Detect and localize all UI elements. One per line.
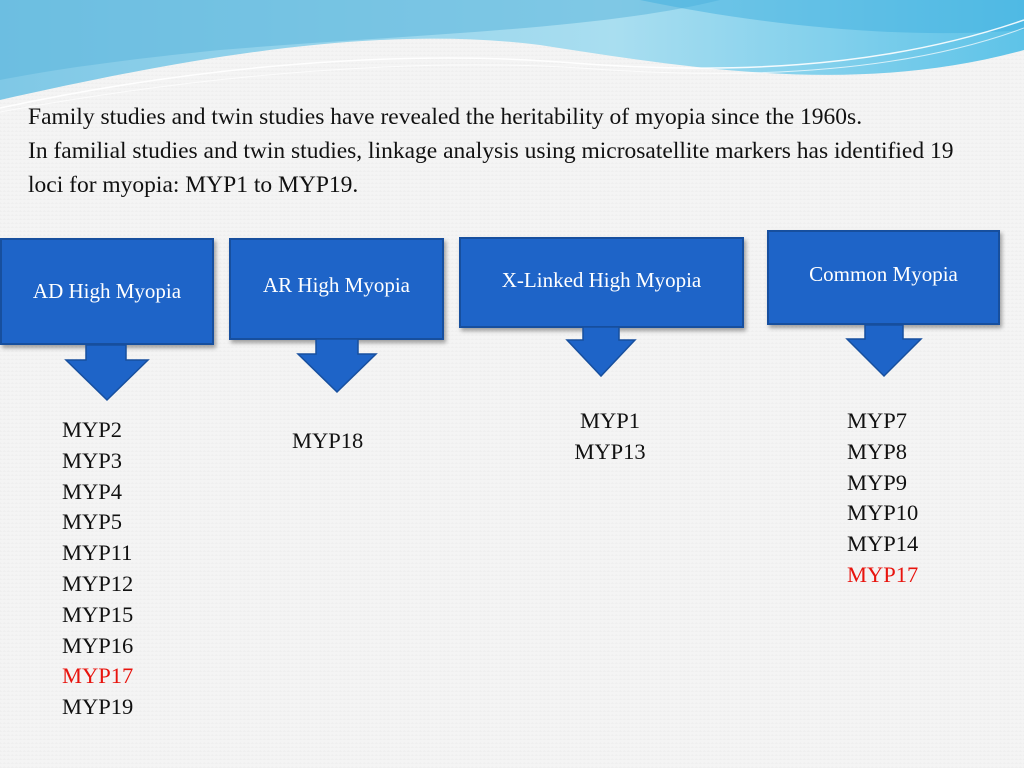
locus-item: MYP5 (62, 509, 123, 535)
intro-line-2: In familial studies and twin studies, linkage analysis using microsatellite markers has identified 19 loci for myopia: MYP1 to MYP19. (28, 138, 954, 198)
locus-item: MYP17 (62, 663, 134, 689)
category-box-ad (0, 238, 214, 345)
locus-item: MYP10 (847, 500, 919, 526)
category-label-ar: AR High Myopia (263, 272, 410, 297)
loci-list-xlinked (560, 406, 660, 468)
locus-item: MYP8 (847, 438, 908, 464)
down-arrow-icon-ad (64, 344, 150, 402)
locus-item: MYP13 (574, 438, 646, 464)
locus-item: MYP4 (62, 478, 123, 504)
locus-item: MYP18 (292, 428, 364, 453)
locus-item: MYP12 (62, 570, 134, 596)
category-box-common (767, 230, 1000, 325)
loci-list-common (847, 406, 918, 591)
locus-item: MYP9 (847, 469, 908, 495)
locus-item: MYP16 (62, 632, 134, 658)
loci-list-ad (62, 415, 133, 723)
locus-item: MYP19 (62, 694, 134, 720)
intro-text (28, 100, 988, 202)
locus-item: MYP11 (62, 540, 133, 566)
down-arrow-icon-common (845, 324, 923, 378)
locus-item: MYP3 (62, 447, 123, 473)
locus-item: MYP17 (847, 561, 919, 587)
locus-item: MYP1 (579, 408, 641, 433)
category-box-xlinked (459, 237, 744, 328)
locus-item: MYP7 (847, 408, 908, 433)
category-label-common: Common Myopia (809, 262, 958, 286)
down-arrow-icon-xlinked (565, 326, 637, 378)
locus-item: MYP15 (62, 601, 134, 627)
locus-item: MYP14 (847, 531, 919, 557)
category-label-ad: AD High Myopia (32, 279, 182, 303)
locus-item: MYP2 (62, 417, 123, 442)
category-box-ar (229, 238, 444, 340)
category-label-xlinked: X-Linked High Myopia (501, 268, 702, 292)
down-arrow-icon-ar (296, 338, 378, 394)
intro-line-1: Family studies and twin studies have revealed the heritability of myopia since the 1960s. (28, 104, 863, 130)
loci-list-ar (292, 426, 363, 457)
